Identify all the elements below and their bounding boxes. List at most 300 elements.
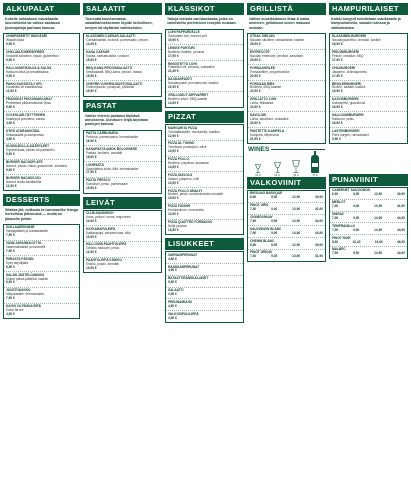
menu-item-name: SALAN JÄÄTELÖANNOS bbox=[6, 272, 45, 277]
menu-item-name: GRILLATTU LOHI bbox=[250, 97, 277, 102]
menu-item bbox=[166, 276, 243, 288]
menu-item-description: Naudan ulkofilee, ranskalaiset, kastike bbox=[250, 38, 305, 43]
menu-item-description: Sekasalaatti, BBQ-kana, pekoni, maissi bbox=[86, 69, 142, 74]
wine-prices bbox=[332, 229, 405, 233]
wine-price: 6,90 bbox=[250, 195, 257, 200]
menu-item-description: Porsaanfilee, pepperkastike bbox=[250, 69, 290, 74]
menu-item-description: Lohta, tillikastike bbox=[250, 101, 274, 106]
menu-item-name: PIZZA QUATTRO FORMAGGI bbox=[168, 220, 212, 224]
menu-list-burgers bbox=[329, 33, 408, 144]
wine-price: 13,90 bbox=[292, 254, 301, 259]
menu-item-name: MARGARITA PIZZA bbox=[168, 125, 198, 130]
wine-price: 12,90 bbox=[292, 195, 301, 200]
menu-item-name: LOHI PAPPARDELLE bbox=[168, 30, 200, 35]
menu-item-name: KLASSINEN BURGERI bbox=[332, 34, 367, 39]
menu-item-price: 28,90 € bbox=[250, 42, 261, 47]
menu-item bbox=[84, 131, 161, 147]
menu-item bbox=[330, 81, 407, 97]
wine-price: 12,90 bbox=[292, 242, 301, 247]
menu-item-description: Kysy tarjoilijalta bbox=[6, 260, 28, 265]
wine-item bbox=[248, 191, 325, 203]
column-salads bbox=[83, 3, 162, 273]
menu-item-name: PIZZA POLLO bbox=[168, 157, 189, 162]
wine-prices bbox=[332, 241, 405, 245]
wine-price: 14,90 bbox=[374, 251, 383, 256]
section-title-breads: LEIVÄT bbox=[83, 197, 162, 209]
menu-item-description: Nachot isoilla kastikkeilla bbox=[6, 179, 42, 184]
menu-item bbox=[84, 50, 161, 66]
menu-item bbox=[4, 288, 79, 304]
menu-list-desserts bbox=[3, 224, 80, 319]
menu-item-name: PORSAAN RIBS bbox=[250, 81, 275, 86]
menu-item-price: 22,90 € bbox=[250, 73, 261, 78]
menu-item bbox=[4, 304, 79, 319]
menu-item-price: 9,90 € bbox=[332, 136, 341, 141]
menu-item-name: SALAATTI bbox=[168, 288, 184, 293]
menu-item-price: 16,90 € bbox=[332, 105, 343, 110]
wine-glass-icon bbox=[274, 162, 281, 173]
menu-list-classics bbox=[165, 29, 244, 109]
menu-item-name: CHIMPSBERTIT INKIVÄÄRI bbox=[6, 34, 48, 39]
menu-item bbox=[4, 225, 79, 241]
menu-item-price: 4,90 € bbox=[6, 136, 15, 141]
menu-item-name: PIZZA FUNGHI bbox=[168, 204, 191, 209]
menu-item-name: KASVISBURGERI bbox=[332, 97, 359, 102]
section-intro-classics: Taitoja historia vanhaankanta, jotka on valmistettu perinteisen reseptin mukaan. bbox=[167, 17, 237, 26]
menu-item bbox=[166, 61, 243, 77]
menu-item bbox=[166, 45, 243, 61]
wine-name: SAUVIGNON BLANC bbox=[250, 226, 282, 231]
menu-item-price: 7,90 € bbox=[6, 249, 15, 253]
wine-prices bbox=[250, 208, 323, 212]
menu-item-price: 17,90 € bbox=[86, 170, 97, 175]
menu-item-price: 29,90 € bbox=[250, 57, 261, 62]
wine-name: CHARDONNAY bbox=[250, 215, 273, 220]
wine-price: 7,40 bbox=[250, 207, 257, 212]
column-burgers bbox=[329, 3, 408, 259]
wine-name: RIESLING BAROQUE bbox=[250, 191, 283, 196]
menu-item bbox=[330, 128, 407, 143]
wine-item bbox=[330, 188, 407, 200]
menu-item-name: KANAPASTA AMOK BOLOGNESE bbox=[86, 146, 138, 151]
menu-item bbox=[330, 50, 407, 66]
wine-price: 14,90 bbox=[292, 230, 301, 235]
menu-item-description: Nachot, juusto, salsa, guacamole, smetana bbox=[6, 164, 67, 169]
glass-medium bbox=[270, 162, 284, 177]
menu-item-price: 4,90 € bbox=[168, 256, 177, 261]
menu-item bbox=[84, 65, 161, 81]
menu-list-salads bbox=[83, 33, 162, 97]
menu-item-description: Salami, jalapeno, chili bbox=[168, 176, 199, 181]
wine-bottle-icon bbox=[311, 155, 319, 173]
wine-item bbox=[248, 215, 325, 227]
menu-item bbox=[166, 92, 243, 107]
column-classics bbox=[165, 3, 244, 323]
menu-list-pizzas bbox=[165, 124, 244, 235]
menu-item-description: Broilerin siivet, BBQ-kastike bbox=[168, 96, 208, 101]
menu-item-description: Katkarapuja, kananmunaa, tilliä bbox=[86, 230, 131, 235]
menu-item-price: 4,90 € bbox=[6, 120, 15, 125]
menu-item bbox=[84, 258, 161, 273]
section-title-burgers: HAMPURILAISET bbox=[329, 3, 408, 15]
menu-item bbox=[166, 157, 243, 173]
menu-item-description: Krokotiili kokoinen, lipsali, gluteeniton bbox=[6, 54, 59, 59]
menu-item bbox=[4, 112, 79, 128]
section-title-white-wines: VALKOVIINIT bbox=[247, 177, 326, 189]
wine-name: MALBEC bbox=[332, 247, 346, 252]
menu-item-name: PEKONIBURGERI bbox=[332, 50, 359, 55]
wine-prices bbox=[332, 217, 405, 221]
menu-item-description: Pieni burgeri, ranskalaiset bbox=[332, 132, 369, 137]
menu-item-price: 21,90 € bbox=[250, 136, 261, 141]
menu-item bbox=[4, 128, 79, 144]
wine-price: 7,90 bbox=[332, 227, 339, 232]
menu-item-description: Pekonia, parmesaania, kermakastike bbox=[86, 135, 139, 140]
menu-item bbox=[4, 50, 79, 66]
wine-item bbox=[248, 226, 325, 238]
menu-item bbox=[166, 311, 243, 322]
menu-item-price: 12,90 € bbox=[6, 89, 17, 94]
menu-list-appetizers bbox=[3, 33, 80, 191]
menu-item-description: Wasabi-lipsa bbox=[6, 38, 25, 43]
menu-item-description: Broileria, BBQ-kastike bbox=[250, 85, 282, 90]
menu-item bbox=[84, 81, 161, 96]
menu-item-price: 9,90 € bbox=[6, 105, 15, 110]
menu-item bbox=[166, 204, 243, 220]
menu-item-name: HALLOUMI-PAAHTOLEIPÄ bbox=[86, 242, 127, 247]
menu-item bbox=[84, 162, 161, 178]
wine-name: CHENIN BLANC bbox=[250, 238, 275, 243]
wine-price: 41,90 bbox=[315, 207, 323, 212]
menu-item-description: Halloumi, pesto bbox=[332, 116, 354, 121]
menu-item-name: KYRÖ ATARANGOIDA bbox=[6, 128, 40, 133]
menu-item bbox=[166, 125, 243, 141]
menu-item-name: PIIRASTA PÄIVÄN bbox=[6, 256, 34, 261]
menu-item bbox=[84, 34, 161, 50]
menu-item bbox=[166, 30, 243, 46]
menu-item-price: 23,90 € bbox=[250, 120, 261, 125]
menu-item bbox=[4, 256, 79, 272]
wine-name: CABERNET SAUVIGNON bbox=[332, 188, 370, 193]
menu-item-name: VARHAISPERUNAT bbox=[168, 252, 198, 257]
menu-item-price: 14,90 € bbox=[168, 180, 179, 185]
wine-item bbox=[330, 223, 407, 235]
menu-item-description: Sipulirenkaat, kinkku tai paahdettu bbox=[6, 148, 55, 153]
menu-list-grill bbox=[247, 33, 326, 144]
wine-prices bbox=[332, 193, 405, 197]
menu-item-description: Kanaisilta eri kastikkeissa bbox=[6, 85, 43, 90]
menu-item-price: 15,90 € bbox=[168, 227, 179, 232]
section-intro-pasta: Valitse mielesi pastaksi täyttävä annoksena. Uunituore leipä tarjotaan pastojen kanssa. bbox=[85, 113, 149, 127]
menu-item bbox=[166, 188, 243, 204]
menu-item bbox=[84, 226, 161, 242]
glass-size-legend bbox=[247, 155, 326, 177]
menu-item-name: PERUNAMUUSI bbox=[168, 299, 192, 304]
menu-item-price: 10,90 € bbox=[86, 266, 97, 270]
menu-item-description: Broileri, salaatti, kastike bbox=[332, 85, 366, 90]
wine-prices bbox=[332, 205, 405, 209]
wine-glass-icon bbox=[255, 164, 261, 173]
menu-item-price: 17,90 € bbox=[168, 53, 179, 58]
menu-item-price: 16,90 € bbox=[332, 89, 343, 94]
menu-item-description: Naudanpaisti, perunamuusi, kastike bbox=[168, 81, 219, 86]
bottle-label: 75 cl bbox=[312, 173, 318, 177]
wine-price: 39,90 bbox=[397, 192, 405, 197]
wine-price: 7,90 bbox=[250, 218, 257, 223]
menu-item-name: KUOMI-BOLLA-KÄÄRYLEET bbox=[6, 144, 50, 149]
menu-item-description: Kanaa, caesarkastike, krutonit bbox=[86, 54, 129, 59]
menu-item bbox=[4, 144, 79, 160]
menu-item-description: Naudanjauheliha, cheddar, kastike bbox=[332, 38, 381, 43]
menu-item bbox=[330, 97, 407, 113]
wine-price: 7,90 bbox=[332, 215, 339, 220]
menu-item bbox=[330, 65, 407, 81]
wine-glass-icon bbox=[292, 160, 300, 173]
menu-item-price: 22,90 € bbox=[168, 85, 179, 90]
wine-price: 39,90 bbox=[315, 195, 323, 200]
menu-item-description: Kasvikset, pesto, parmesaani bbox=[86, 182, 128, 187]
menu-item bbox=[4, 34, 79, 50]
wine-item bbox=[248, 238, 325, 250]
wine-price: 8,90 bbox=[353, 192, 360, 197]
menu-item-name: PIZZA DIAVOLO bbox=[168, 172, 193, 177]
menu-item-name: LOHIPASTA bbox=[86, 162, 104, 167]
menu-item-name: GRILLOIDUT SIIPIVARRET bbox=[168, 92, 209, 97]
menu-item-name: CLUB-SANDWICH bbox=[86, 211, 114, 216]
wine-name: PINOT GRIGIO bbox=[250, 250, 273, 255]
menu-item bbox=[4, 241, 79, 257]
wine-price: 8,40 bbox=[332, 239, 339, 244]
section-intro-desserts: Silakka jää, mitkoola ta hammaslike Kanga herkullisia jälkiruokia — mutta on jäkaselle pelain. bbox=[5, 208, 78, 221]
menu-item-description: Kaaleja ja porkkana, maissi bbox=[6, 116, 45, 121]
menu-item-price: 15,90 € bbox=[168, 196, 179, 201]
menu-item-price: 14,90 € bbox=[168, 149, 179, 154]
section-title-sides: LISUKKEET bbox=[165, 238, 244, 250]
menu-item-description: Broileria, kastike, perunat bbox=[168, 49, 204, 54]
menu-item-description: Pastaa, broileria, tomaatti bbox=[86, 150, 123, 155]
menu-list-pasta bbox=[83, 130, 162, 194]
menu-item-description: Kana, pekoni, muna, majoneesi bbox=[86, 214, 131, 219]
menu-item-name: ENTRECOTE bbox=[250, 50, 270, 55]
section-intro-grill: Valitse suosikkiannos lihaa & kalaa omineen, grillattuna omien makuasi mukaan. bbox=[249, 17, 311, 30]
menu-item-name: PAKKI KAKSISTA 2 KPL bbox=[6, 81, 43, 86]
menu-item-price: 6,90 € bbox=[6, 280, 15, 285]
wine-price: 8,90 bbox=[271, 242, 278, 247]
menu-item-description: Vaniljajäätelö ja suklaakastike bbox=[6, 229, 49, 234]
menu-item-name: PORSAANFILEE bbox=[250, 65, 275, 70]
menu-item-name: RANSKANPERUNAT bbox=[168, 264, 200, 269]
menu-item-price: 13,90 € bbox=[168, 212, 179, 217]
wine-item bbox=[330, 212, 407, 224]
menu-item-description: Perinteiset pikkumakkarat, lipsa bbox=[6, 101, 51, 106]
menu-item-price: 4,90 € bbox=[6, 311, 15, 316]
wine-price: 13,90 bbox=[292, 207, 301, 212]
menu-item-description: Savustettu lohi, tuoreet yrtit bbox=[168, 34, 207, 38]
menu-item-description: Kolme palloa jäätelöä, kastike bbox=[6, 276, 49, 281]
column-appetizers bbox=[3, 3, 80, 319]
menu-item-price: 6,90 € bbox=[6, 264, 15, 269]
wine-list-red bbox=[329, 187, 408, 259]
wine-price: 14,90 bbox=[374, 215, 383, 220]
menu-item bbox=[4, 97, 79, 113]
menu-item bbox=[166, 172, 243, 188]
menu-item-description: Lohta, kasvikset, voikastike bbox=[250, 116, 289, 121]
bottle bbox=[308, 155, 322, 177]
menu-item-description: Grillattu halloumi, pesto bbox=[86, 246, 120, 251]
menu-item-price: 9,90 € bbox=[6, 57, 15, 62]
section-title-pasta: PASTAT bbox=[83, 100, 162, 112]
wine-item bbox=[330, 247, 407, 258]
wine-prices bbox=[250, 220, 323, 224]
wines-title: WINES bbox=[248, 145, 270, 153]
wine-price: 6,90 bbox=[250, 242, 257, 247]
wine-item bbox=[248, 250, 325, 261]
menu-item bbox=[248, 34, 325, 50]
menu-item-name: SAVULOHI bbox=[250, 112, 267, 117]
menu-item-price: 7,90 € bbox=[6, 296, 15, 301]
menu-item bbox=[166, 264, 243, 276]
wine-prices bbox=[250, 255, 323, 259]
menu-item bbox=[4, 65, 79, 81]
wine-price: 9,40 bbox=[353, 204, 360, 209]
menu-item bbox=[166, 220, 243, 235]
menu-item-description: Kahvi tai tee bbox=[6, 307, 24, 312]
menu-item-name: BURGER NACHOS ISO bbox=[6, 175, 41, 180]
wine-price: 44,90 bbox=[397, 215, 405, 220]
menu-item bbox=[166, 288, 243, 300]
menu-item-description: Marjakastike, kermavaahto bbox=[6, 292, 45, 297]
menu-item-name: BATAATTIRANSKALAISET bbox=[168, 276, 209, 281]
menu-item-price: 4,90 € bbox=[168, 303, 177, 308]
menu-item-name: NAUDANPAISTI bbox=[168, 77, 192, 82]
menu-item-price: 19,90 € bbox=[168, 37, 179, 42]
wine-prices bbox=[250, 196, 323, 200]
glass-small bbox=[251, 164, 265, 177]
menu-item-description: Tonnikala, punasipuli, oliivit bbox=[168, 145, 207, 150]
section-title-red-wines: PUNAVIINIT bbox=[329, 174, 408, 186]
menu-item bbox=[166, 299, 243, 311]
menu-item-name: CHILI-MAJONEESI/FRIES bbox=[6, 50, 45, 55]
menu-list-breads bbox=[83, 210, 162, 274]
menu-item-name: FRANSKAT PIKKUMAKKARAT bbox=[6, 97, 53, 102]
menu-item-price: 15,90 € bbox=[86, 57, 97, 62]
menu-item-name: PASTA FRESCO bbox=[86, 178, 111, 183]
wine-price: 41,90 bbox=[397, 204, 405, 209]
menu-item-description: Broileri, pesto, aurinkokuivattu tomaatti bbox=[168, 192, 223, 197]
menu-item-price: 21,90 € bbox=[168, 69, 179, 74]
menu-item bbox=[248, 112, 325, 128]
section-title-pizzas: PIZZAT bbox=[165, 111, 244, 123]
wine-item bbox=[330, 235, 407, 247]
menu-item bbox=[84, 211, 161, 227]
menu-item-description: Pekoni, cheddar, BBQ bbox=[332, 54, 364, 59]
menu-item-name: LEIKKE PUHTURI bbox=[168, 45, 195, 50]
wine-price: 41,90 bbox=[315, 254, 323, 259]
menu-item-description: Savustettua lohta, tilliä, kermakastike bbox=[86, 166, 139, 171]
menu-item bbox=[166, 77, 243, 93]
menu-item bbox=[248, 128, 325, 143]
menu-item bbox=[330, 34, 407, 50]
wine-item bbox=[330, 200, 407, 212]
menu-item-name: HALLOUMIBURGERI bbox=[332, 112, 364, 117]
menu-item-price: 9,90 € bbox=[6, 73, 15, 78]
wine-price: 6,90 bbox=[332, 192, 339, 197]
menu-item-description: Kampela, tilliperunat bbox=[250, 132, 279, 137]
menu-list-sides bbox=[165, 251, 244, 323]
wine-prices bbox=[332, 252, 405, 256]
wine-price: 14,90 bbox=[374, 227, 383, 232]
menu-item-description: Vadelmakastike ja karamelli bbox=[6, 245, 46, 250]
menu-item bbox=[248, 81, 325, 97]
menu-item-price: 24,90 € bbox=[250, 105, 261, 110]
menu-item bbox=[84, 146, 161, 162]
wine-name: SHIRAZ bbox=[332, 212, 344, 217]
wines-divider bbox=[271, 149, 325, 150]
menu-item-price: 15,90 € bbox=[86, 73, 97, 78]
menu-item-name: PIZZA AL TONNO bbox=[168, 141, 195, 146]
menu-item-name: VALKOSIPULILEIPÄ bbox=[168, 311, 199, 316]
section-title-appetizers: ALKUPALAT bbox=[3, 3, 80, 15]
wine-price: 7,90 bbox=[250, 230, 257, 235]
section-title-grill: GRILLISTÄ bbox=[247, 3, 326, 15]
menu-item-price: 9,90 € bbox=[6, 167, 15, 172]
wine-name: MERLOT bbox=[332, 200, 346, 205]
wine-price: 13,90 bbox=[374, 204, 383, 209]
wine-list-white bbox=[247, 190, 326, 262]
wine-price: 7,40 bbox=[250, 254, 257, 259]
menu-item-price: 14,90 € bbox=[168, 164, 179, 169]
wine-price: 9,90 bbox=[353, 251, 360, 256]
menu-item-price: 5,90 € bbox=[168, 280, 177, 285]
glass-medium-label: 16 cl bbox=[274, 173, 280, 177]
menu-item bbox=[166, 141, 243, 157]
menu-item-price: 17,90 € bbox=[332, 73, 343, 78]
glass-large bbox=[289, 160, 303, 177]
menu-item-description: Caesarkastike, krutonit, parmesaani, pekoni bbox=[86, 38, 149, 43]
menu-item-name: KATKARAPULEIPÄ bbox=[86, 226, 116, 231]
menu-item-description: Sekasalaatti ja savuporsas bbox=[6, 132, 44, 137]
menu-item-price: 13,90 € bbox=[86, 234, 97, 239]
wine-price: 39,90 bbox=[315, 242, 323, 247]
menu-item bbox=[166, 252, 243, 264]
wine-price: 44,90 bbox=[315, 230, 323, 235]
menu-item-price: 14,90 € bbox=[168, 100, 179, 105]
wine-price: 10,40 bbox=[352, 239, 361, 244]
menu-item-name: PIZZA POLLO AMALFI bbox=[168, 188, 202, 193]
menu-item-price: 4,90 € bbox=[168, 268, 177, 273]
menu-item bbox=[84, 178, 161, 193]
wine-price: 44,90 bbox=[397, 227, 405, 232]
wine-price: 12,90 bbox=[374, 192, 383, 197]
section-title-salads: SALAATIT bbox=[83, 3, 162, 15]
menu-item-name: JUUSTOKAKKU bbox=[6, 288, 31, 293]
menu-item-description: Tomaattikastike, mozzarella, basilika bbox=[168, 129, 220, 134]
menu-item-price: 14,90 € bbox=[86, 42, 97, 47]
menu-item-price: 4,90 € bbox=[168, 292, 177, 297]
menu-item bbox=[4, 272, 79, 288]
menu-item-name: HALLOUMITIKKUJA & SALSA bbox=[6, 65, 52, 70]
wine-price: 9,40 bbox=[271, 254, 278, 259]
menu-item-name: PASTA CARBONARA bbox=[86, 131, 118, 136]
menu-item-description: Halloumi-tikut ja tomaattisalsa bbox=[6, 69, 49, 74]
menu-item-description: Kinkku, juusto, tomaatti bbox=[86, 262, 119, 267]
menu-item-price: 9,90 € bbox=[6, 152, 15, 157]
menu-item-price: 22,90 € bbox=[250, 89, 261, 94]
menu-item-description: Naudan entrecote, perunat, kasvikset bbox=[250, 54, 303, 59]
menu-item-name: RIIGOITETTU LOHI bbox=[168, 61, 197, 66]
wine-price: 7,90 bbox=[332, 251, 339, 256]
menu-item-name: CHILIBURGERI bbox=[332, 65, 356, 70]
